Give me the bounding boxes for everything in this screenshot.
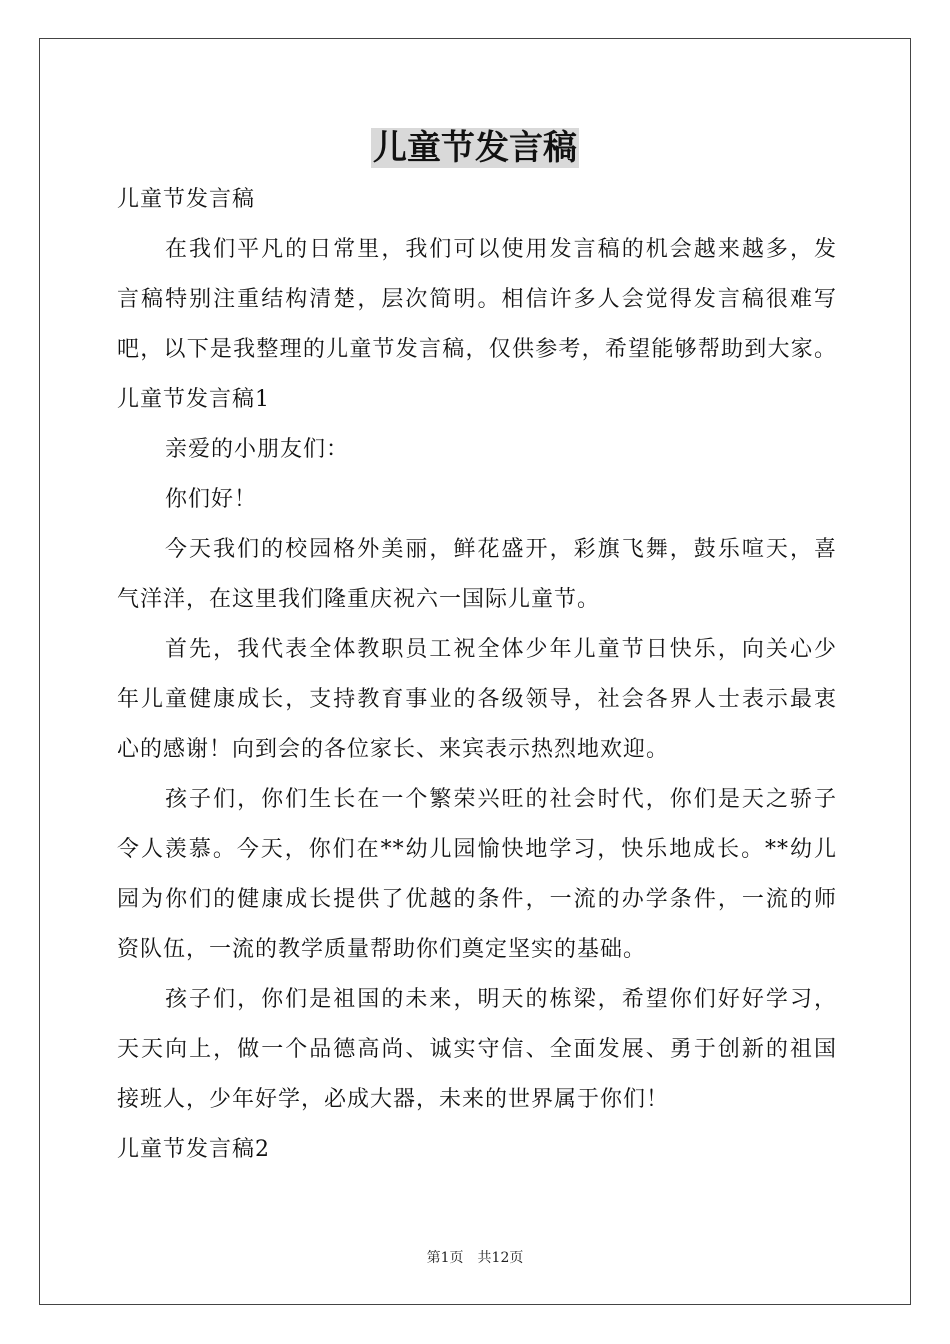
page-footer: 第1页 共12页	[426, 1250, 524, 1266]
text-line: 亲爱的小朋友们：	[165, 437, 350, 462]
text-line: 孩子们，你们是祖国的未来，明天的栋梁，希望你们好好学习，	[165, 987, 837, 1012]
document-title	[0, 128, 950, 168]
text-line: 天天向上，做一个品德高尚、诚实守信、全面发展、勇于创新的祖国	[117, 1037, 837, 1062]
text-line: 今天我们的校园格外美丽，鲜花盛开，彩旗飞舞，鼓乐喧天，喜	[165, 537, 837, 562]
text-line: 心的感谢！向到会的各位家长、来宾表示热烈地欢迎。	[117, 737, 670, 762]
text-line: 园为你们的健康成长提供了优越的条件，一流的办学条件，一流的师	[117, 887, 837, 912]
text-line: 孩子们，你们生长在一个繁荣兴旺的社会时代，你们是天之骄子	[165, 787, 837, 812]
document-title-text: 儿童节发言稿	[373, 128, 577, 168]
text-line: 首先，我代表全体教职员工祝全体少年儿童节日快乐，向关心少	[165, 637, 837, 662]
text-line: 儿童节发言稿1	[117, 387, 270, 412]
text-line: 儿童节发言稿	[117, 187, 256, 212]
text-line: 年儿童健康成长，支持教育事业的各级领导，社会各界人士表示最衷	[117, 687, 837, 712]
text-line: 令人羡慕。今天，你们在**幼儿园愉快地学习，快乐地成长。**幼儿	[117, 837, 837, 862]
text-line: 儿童节发言稿2	[117, 1137, 270, 1162]
document-body	[117, 175, 837, 1175]
text-line: 吧，以下是我整理的儿童节发言稿，仅供参考，希望能够帮助到大家。	[117, 337, 837, 362]
text-line: 接班人，少年好学，必成大器，未来的世界属于你们！	[117, 1087, 670, 1112]
text-line: 资队伍，一流的教学质量帮助你们奠定坚实的基础。	[117, 937, 647, 962]
text-line: 气洋洋，在这里我们隆重庆祝六一国际儿童节。	[117, 587, 601, 612]
text-line: 言稿特别注重结构清楚，层次简明。相信许多人会觉得发言稿很难写	[117, 287, 837, 312]
text-line: 在我们平凡的日常里，我们可以使用发言稿的机会越来越多，发	[165, 237, 837, 262]
text-line: 你们好！	[165, 487, 258, 512]
